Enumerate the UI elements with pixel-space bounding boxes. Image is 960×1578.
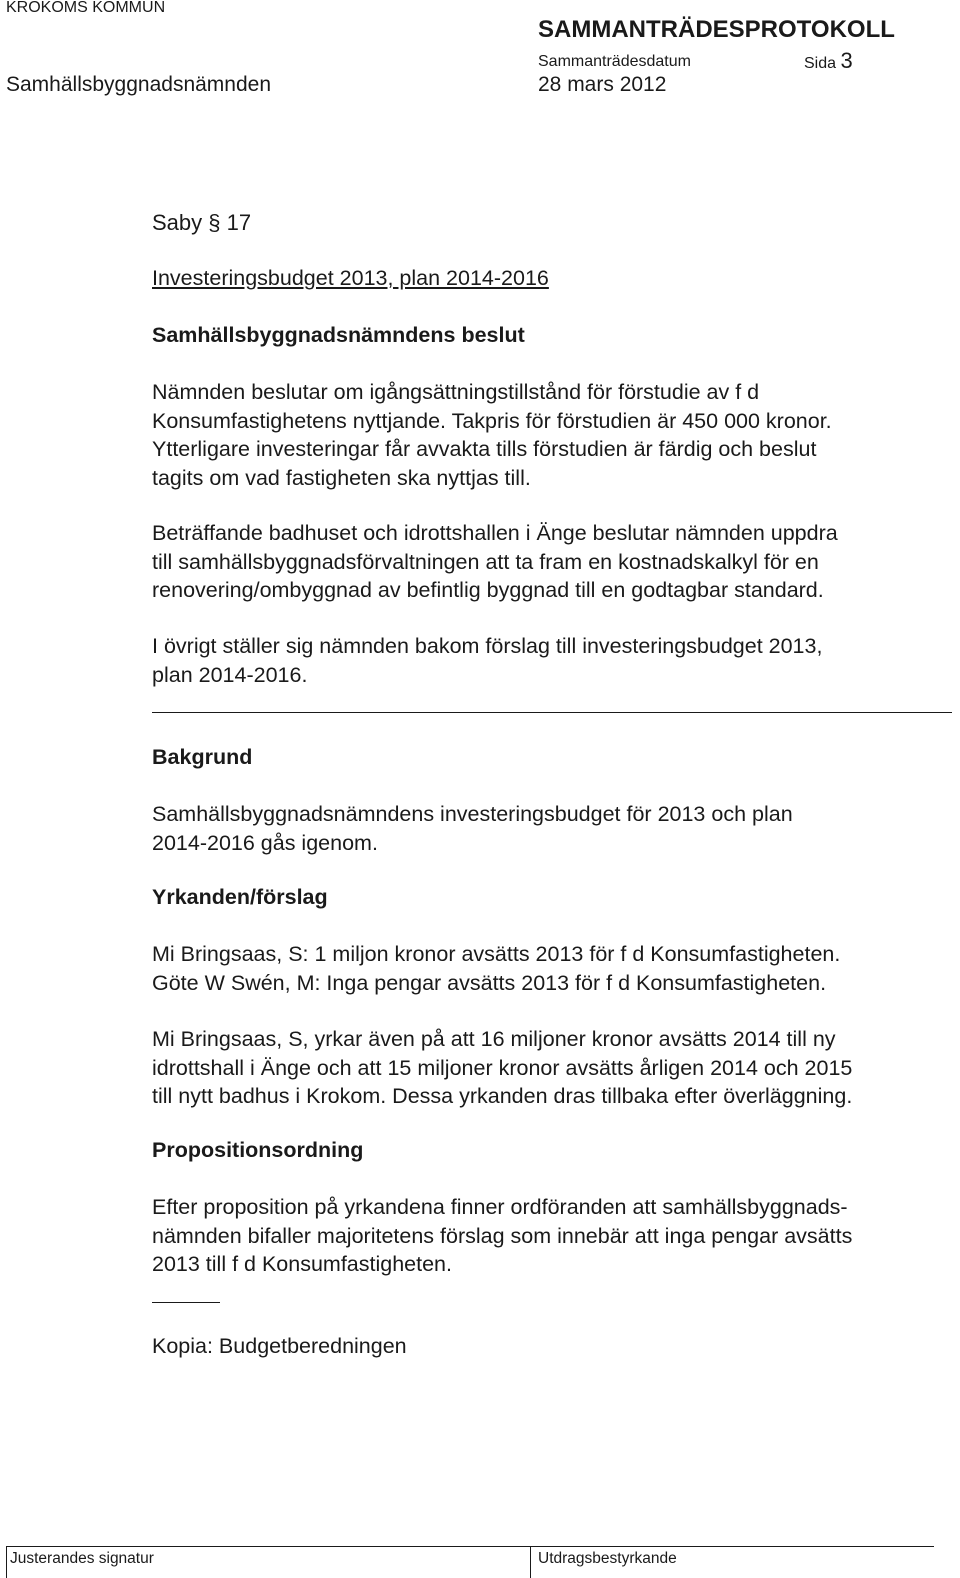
- text-line: Göte W Swén, M: Inga pengar avsätts 2013 för f d Konsumfastigheten.: [152, 970, 827, 995]
- background-paragraph: [152, 800, 952, 857]
- text-line: idrottshall i Änge och att 15 miljoner kronor avsätts årligen 2014 och 2015: [152, 1055, 853, 1080]
- text-line: renovering/ombyggnad av befintlig byggnad till en godtagbar standard.: [152, 578, 824, 602]
- copy-recipient: Kopia: Budgetberedningen: [152, 1334, 407, 1358]
- proposition-paragraph: [152, 1193, 952, 1279]
- footer-border-middle: [530, 1546, 531, 1578]
- decision-heading: Samhällsbyggnadsnämndens beslut: [152, 323, 525, 347]
- text-line: nämnden bifaller majoritetens förslag som innebär att inga pengar avsätts: [152, 1223, 853, 1248]
- section-divider: [152, 712, 952, 713]
- footer-border-left: [6, 1546, 7, 1578]
- document-type: SAMMANTRÄDESPROTOKOLL: [538, 16, 895, 43]
- short-divider: [152, 1302, 220, 1303]
- text-line: Ytterligare investeringar får avvakta tills förstudien är färdig och beslut: [152, 437, 817, 461]
- text-line: plan 2014-2016.: [152, 662, 308, 687]
- text-line: 2013 till f d Konsumfastigheten.: [152, 1252, 452, 1276]
- certification-label: Utdragsbestyrkande: [538, 1550, 677, 1567]
- committee-name: Samhällsbyggnadsnämnden: [6, 73, 272, 96]
- proposition-heading: Propositionsordning: [152, 1138, 364, 1162]
- text-line: Nämnden beslutar om igångsättningstillstånd för förstudie av f d: [152, 380, 760, 404]
- text-line: Mi Bringsaas, S, yrkar även på att 16 miljoner kronor avsätts 2014 till ny: [152, 1027, 836, 1051]
- footer-rule: [6, 1546, 934, 1547]
- section-title: Investeringsbudget 2013, plan 2014-2016: [152, 266, 549, 290]
- date-label: Sammanträdesdatum: [538, 53, 691, 70]
- signature-label: Justerandes signatur: [10, 1550, 154, 1567]
- page-label: Sida: [804, 55, 837, 72]
- text-line: till samhällsbyggnadsförvaltningen att ta fram en kostnadskalkyl för en: [152, 549, 819, 574]
- text-line: 2014-2016 gås igenom.: [152, 830, 378, 855]
- text-line: I övrigt ställer sig nämnden bakom förslag till investeringsbudget 2013,: [152, 634, 823, 658]
- text-line: tagits om vad fastigheten ska nyttjas till.: [152, 465, 531, 490]
- text-line: Mi Bringsaas, S: 1 miljon kronor avsätts 2013 för f d Konsumfastigheten.: [152, 942, 841, 966]
- page-number: 3: [840, 48, 853, 73]
- text-line: Samhällsbyggnadsnämndens investeringsbudget för 2013 och plan: [152, 802, 793, 826]
- section-id: Saby § 17: [152, 210, 252, 235]
- text-line: till nytt badhus i Krokom. Dessa yrkanden dras tillbaka efter överläggning.: [152, 1084, 853, 1108]
- decision-paragraph-3: [152, 632, 952, 689]
- proposals-heading: Yrkanden/förslag: [152, 885, 328, 909]
- text-line: Beträffande badhuset och idrottshallen i Änge beslutar nämnden uppdra: [152, 521, 838, 545]
- proposals-paragraph-2: [152, 1025, 952, 1111]
- decision-paragraph-1: [152, 378, 952, 492]
- municipality-name: KROKOMS KOMMUN: [6, 0, 166, 16]
- text-line: Konsumfastighetens nyttjande. Takpris för förstudien är 450 000 kronor.: [152, 408, 832, 433]
- proposals-paragraph-1: [152, 940, 952, 997]
- text-line: Efter proposition på yrkandena finner ordföranden att samhällsbyggnads-: [152, 1195, 848, 1219]
- meeting-date: 28 mars 2012: [538, 73, 667, 96]
- background-heading: Bakgrund: [152, 745, 253, 769]
- page-indicator: [804, 48, 853, 74]
- decision-paragraph-2: [152, 519, 952, 605]
